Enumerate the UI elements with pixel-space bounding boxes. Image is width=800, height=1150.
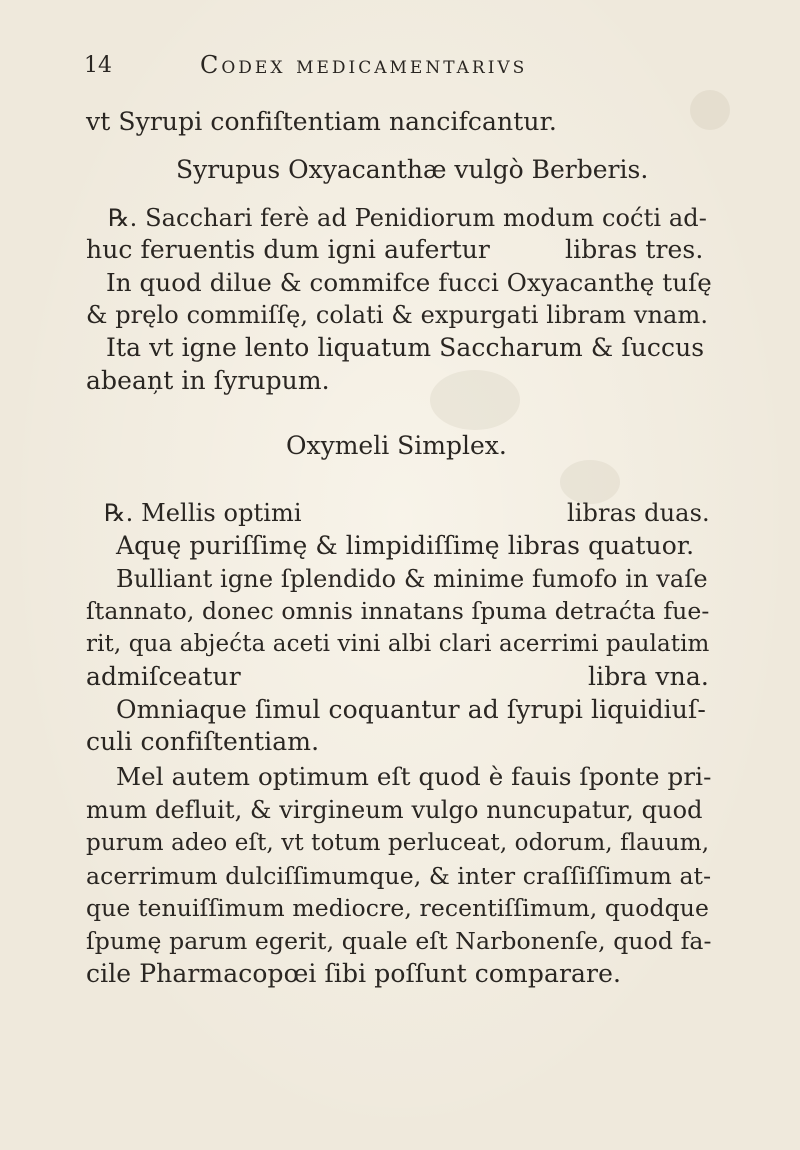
page-number: 14 — [84, 53, 112, 78]
text-line: & pręlo commiſſę, colati & expurgati libram vnam. — [86, 301, 709, 329]
section-heading: Syrupus Oxyacanthæ vulgò Berberis. — [176, 155, 649, 184]
text-line: In quod dilue & commifce fucci Oxyacanthę tuſę — [106, 268, 712, 297]
text-line: vt Syrupi confiſtentiam nancifcantur. — [86, 107, 557, 136]
text-line: acerrimum dulciſſimumque, & inter craſſiſſimum at- — [86, 862, 712, 890]
paper-stain — [690, 90, 730, 130]
text-line: ſpumę parum egerit, quale eſt Narbonenſe, quod fa- — [86, 927, 712, 955]
text-line: Omniaque ſimul coquantur ad ſyrupi liquidiuſ- — [116, 695, 706, 724]
text-line: Ita vt igne lento liquatum Saccharum & ſuccus — [106, 333, 705, 362]
running-title: Codex medicamentarivs — [200, 51, 528, 79]
text-line: cile Pharmacopœi ſibi poſſunt comparare. — [86, 959, 622, 988]
text-line: Mel autem optimum eſt quod è fauis ſponte pri- — [116, 762, 712, 791]
section-heading: Oxymeli Simplex. — [286, 431, 507, 460]
paper-stain — [430, 370, 520, 430]
text-line: culi confiſtentiam. — [86, 727, 320, 756]
text-line: huc feruentis dum igni aufertur libras tres. — [86, 235, 704, 264]
text-line: mum defluit, & virgineum vulgo nuncupatur, quod — [86, 796, 703, 824]
text-line: ℞. Mellis optimi libras duas. — [104, 499, 710, 527]
text-line: purum adeo eſt, vt totum perluceat, odorum, flauum, — [86, 830, 710, 856]
text-line: ſtannato, donec omnis innatans ſpuma detraćta fue- — [86, 597, 710, 625]
text-line: abeaņt in ſyrupum. — [86, 366, 330, 395]
text-line: Aquę puriſſimę & limpidiſſimę libras quatuor. — [116, 531, 695, 560]
text-line: admiſceatur libra vna. — [86, 662, 709, 691]
text-line: rit, qua abjećta aceti vini albi clari acerrimi paulatim — [86, 631, 710, 657]
text-line: Bulliant igne ſplendido & minime fumofo in vaſe — [116, 565, 708, 593]
text-line: ℞. Sacchari ferè ad Penidiorum modum coćti ad- — [108, 204, 707, 232]
text-line: que tenuiſſimum mediocre, recentiſſimum, quodque — [86, 894, 710, 922]
